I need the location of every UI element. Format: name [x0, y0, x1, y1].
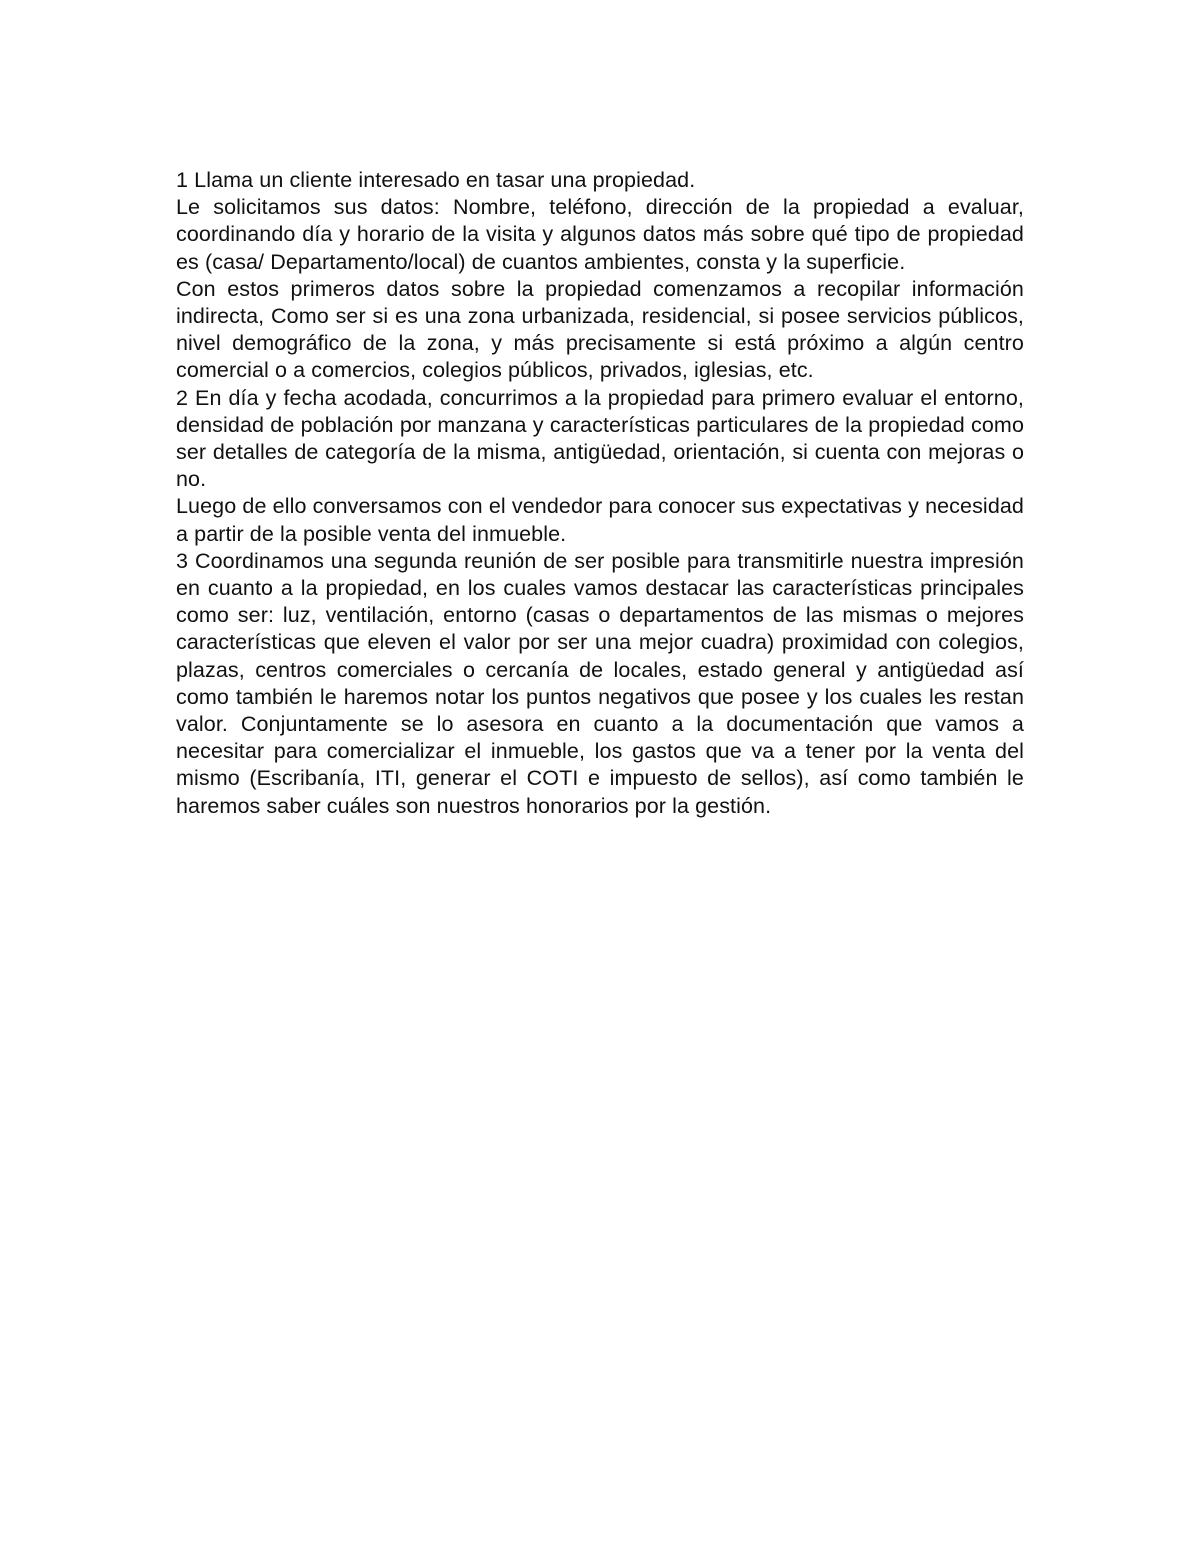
paragraph-6: 3 Coordinamos una segunda reunión de ser posible para transmitirle nuestra impresión en cuanto a la propiedad, en los cuales vamos destacar las características principales como ser: luz, ventilación, entorno (casas o departamentos de las mismas o mejores características que eleven el valor por ser una mejor cuadra) proximidad con colegios, plazas, centros comerciales o cercanía de locales, estado general y antigüedad así como también le haremos notar los puntos negativos que posee y los cuales les restan valor. Conjuntamente se lo asesora en cuanto a la documentación que vamos a necesitar para comercializar el inmueble, los gastos que va a tener por la venta del mismo (Escribanía, ITI, generar el COTI e impuesto de sellos), así como también le haremos saber cuáles son nuestros honorarios por la gestión. — [176, 548, 1024, 818]
paragraph-4: 2 En día y fecha acodada, concurrimos a la propiedad para primero evaluar el entorno, densidad de población por manzana y características particulares de la propiedad como ser detalles de categoría de la misma, antigüedad, orientación, si cuenta con mejoras o no. — [176, 385, 1024, 492]
paragraph-1: 1 Llama un cliente interesado en tasar una propiedad. — [176, 168, 696, 192]
paragraph-2: Le solicitamos sus datos: Nombre, teléfono, dirección de la propiedad a evaluar, coordinando día y horario de la visita y algunos datos más sobre qué tipo de propiedad es (casa/ Departamento/local) de cuantos ambientes, consta y la superficie. — [176, 195, 1024, 274]
paragraph-5: Luego de ello conversamos con el vendedor para conocer sus expectativas y necesidad a partir de la posible venta del inmueble. — [176, 494, 1024, 546]
document-body — [176, 167, 1024, 820]
paragraph-3: Con estos primeros datos sobre la propiedad comenzamos a recopilar información indirecta, Como ser si es una zona urbanizada, residencial, si posee servicios públicos, nivel demográfico de la zona, y más precisamente si está próximo a algún centro comercial o a comercios, colegios públicos, privados, iglesias, etc. — [176, 276, 1024, 383]
